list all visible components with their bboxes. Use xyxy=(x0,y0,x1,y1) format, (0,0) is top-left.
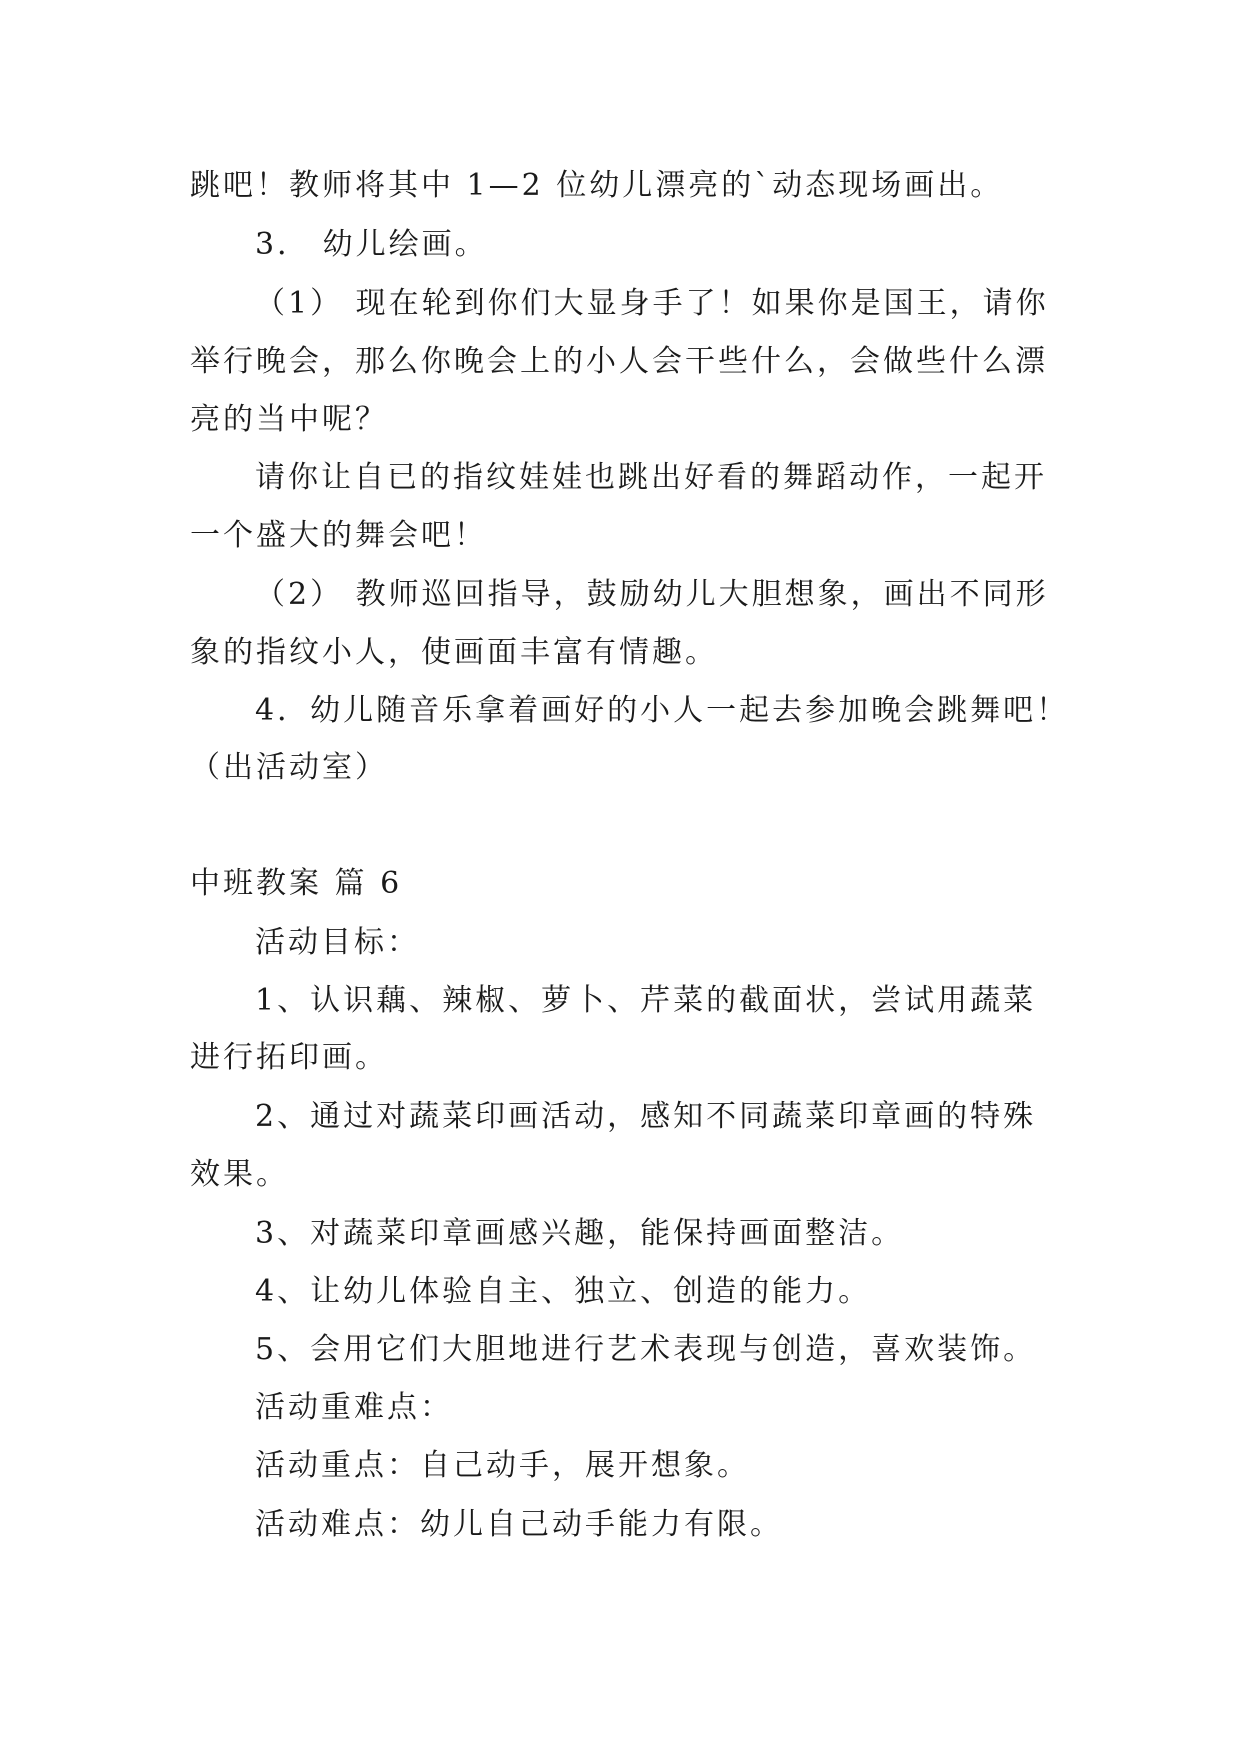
text-line-18: 3、对蔬菜印章画感兴趣，能保持画面整洁。 xyxy=(255,1216,905,1251)
text-line-9: 象的指纹小人，使画面丰富有情趣。 xyxy=(190,635,718,670)
text-line-14: 1、认识藕、辣椒、萝卜、芹菜的截面状，尝试用蔬菜 xyxy=(255,983,1037,1018)
text-line-5: 亮的当中呢？ xyxy=(190,402,388,437)
text-line-11: （出活动室） xyxy=(190,750,388,785)
text-line-4: 举行晚会，那么你晚会上的小人会干些什么，会做些什么漂 xyxy=(190,344,1048,379)
text-line-13: 活动目标： xyxy=(255,925,420,960)
text-line-3: （1） 现在轮到你们大显身手了！如果你是国王，请你 xyxy=(255,286,1049,321)
text-line-22: 活动重点：自己动手，展开想象。 xyxy=(255,1448,750,1483)
text-line-19: 4、让幼儿体验自主、独立、创造的能力。 xyxy=(255,1274,872,1309)
text-line-16: 2、通过对蔬菜印画活动，感知不同蔬菜印章画的特殊 xyxy=(255,1099,1037,1134)
text-line-17: 效果。 xyxy=(190,1157,289,1192)
text-line-15: 进行拓印画。 xyxy=(190,1040,388,1075)
text-line-8: （2） 教师巡回指导，鼓励幼儿大胆想象，画出不同形 xyxy=(255,577,1049,612)
text-line-2: 3． 幼儿绘画。 xyxy=(255,227,488,262)
section-heading: 中班教案 篇 6 xyxy=(190,866,403,901)
text-line-23: 活动难点：幼儿自己动手能力有限。 xyxy=(255,1507,783,1542)
text-line-10: 4．幼儿随音乐拿着画好的小人一起去参加晚会跳舞吧！ xyxy=(255,693,1070,728)
text-line-6: 请你让自已的指纹娃娃也跳出好看的舞蹈动作，一起开 xyxy=(255,460,1047,495)
text-line-21: 活动重难点： xyxy=(255,1390,453,1425)
text-line-1: 跳吧！教师将其中 1—2 位幼儿漂亮的`动态现场画出。 xyxy=(190,168,1004,203)
text-line-7: 一个盛大的舞会吧！ xyxy=(190,518,487,553)
text-line-20: 5、会用它们大胆地进行艺术表现与创造，喜欢装饰。 xyxy=(255,1332,1037,1367)
